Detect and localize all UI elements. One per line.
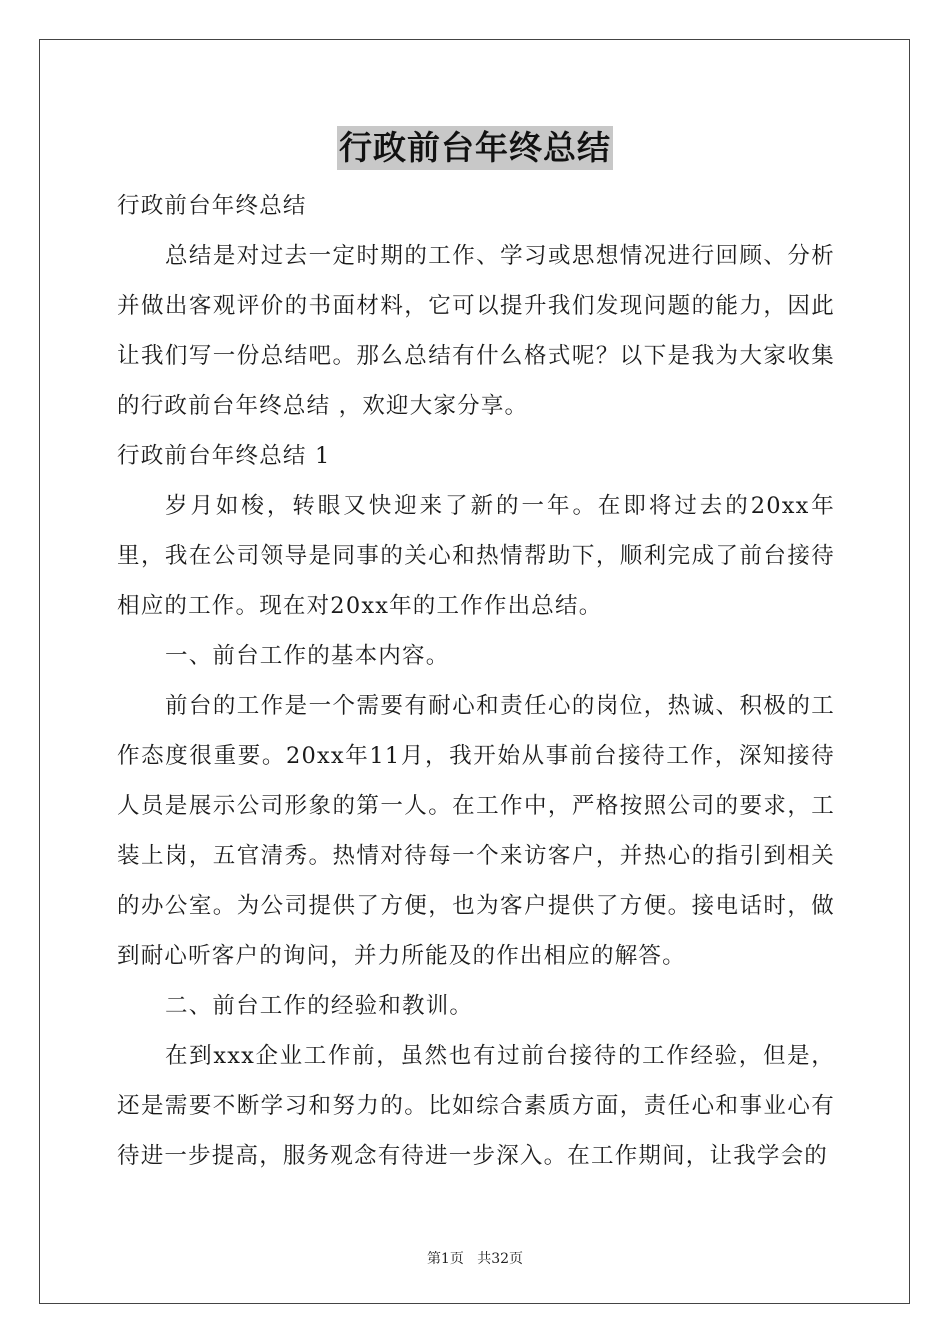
subtitle-line: 行政前台年终总结 xyxy=(117,193,307,219)
page-total: 共32页 xyxy=(477,1251,524,1267)
body-paragraph: 前台的工作是一个需要有耐心和责任心的岗位，热诚、积极的工作态度很重要。20xx年11月，我开始从事前台接待工作，深知接待人员是展示公司形象的第一人。在工作中，严格按照公司的要求，工装上岗，五官清秀。热情对待每一个来访客户，并热心的指引到相关的办公室。为公司提供了方便，也为客户提供了方便。接电话时，做到耐心听客户的询问，并力所能及的作出相应的解答。 xyxy=(117,693,835,969)
title-container xyxy=(0,126,950,170)
subheading-basic-content: 一、前台工作的基本内容。 xyxy=(165,643,450,669)
section-heading-1: 行政前台年终总结 1 xyxy=(117,443,331,469)
page-number: 第1页 xyxy=(426,1251,464,1267)
subheading-experience: 二、前台工作的经验和教训。 xyxy=(165,993,474,1019)
body-paragraph: 岁月如梭，转眼又快迎来了新的一年。在即将过去的20xx年里，我在公司领导是同事的关心和热情帮助下，顺利完成了前台接待相应的工作。现在对20xx年的工作作出总结。 xyxy=(117,493,835,619)
page-footer xyxy=(0,1248,950,1268)
document-title: 行政前台年终总结 xyxy=(337,126,613,170)
body-paragraph: 在到xxx企业工作前，虽然也有过前台接待的工作经验，但是，还是需要不断学习和努力的。比如综合素质方面，责任心和事业心有待进一步提高，服务观念有待进一步深入。在工作期间，让我学会的 xyxy=(117,1043,835,1169)
document-body xyxy=(117,181,835,1181)
intro-paragraph: 总结是对过去一定时期的工作、学习或思想情况进行回顾、分析并做出客观评价的书面材料，它可以提升我们发现问题的能力，因此让我们写一份总结吧。那么总结有什么格式呢？以下是我为大家收集的行政前台年终总结 ，欢迎大家分享。 xyxy=(117,243,835,419)
